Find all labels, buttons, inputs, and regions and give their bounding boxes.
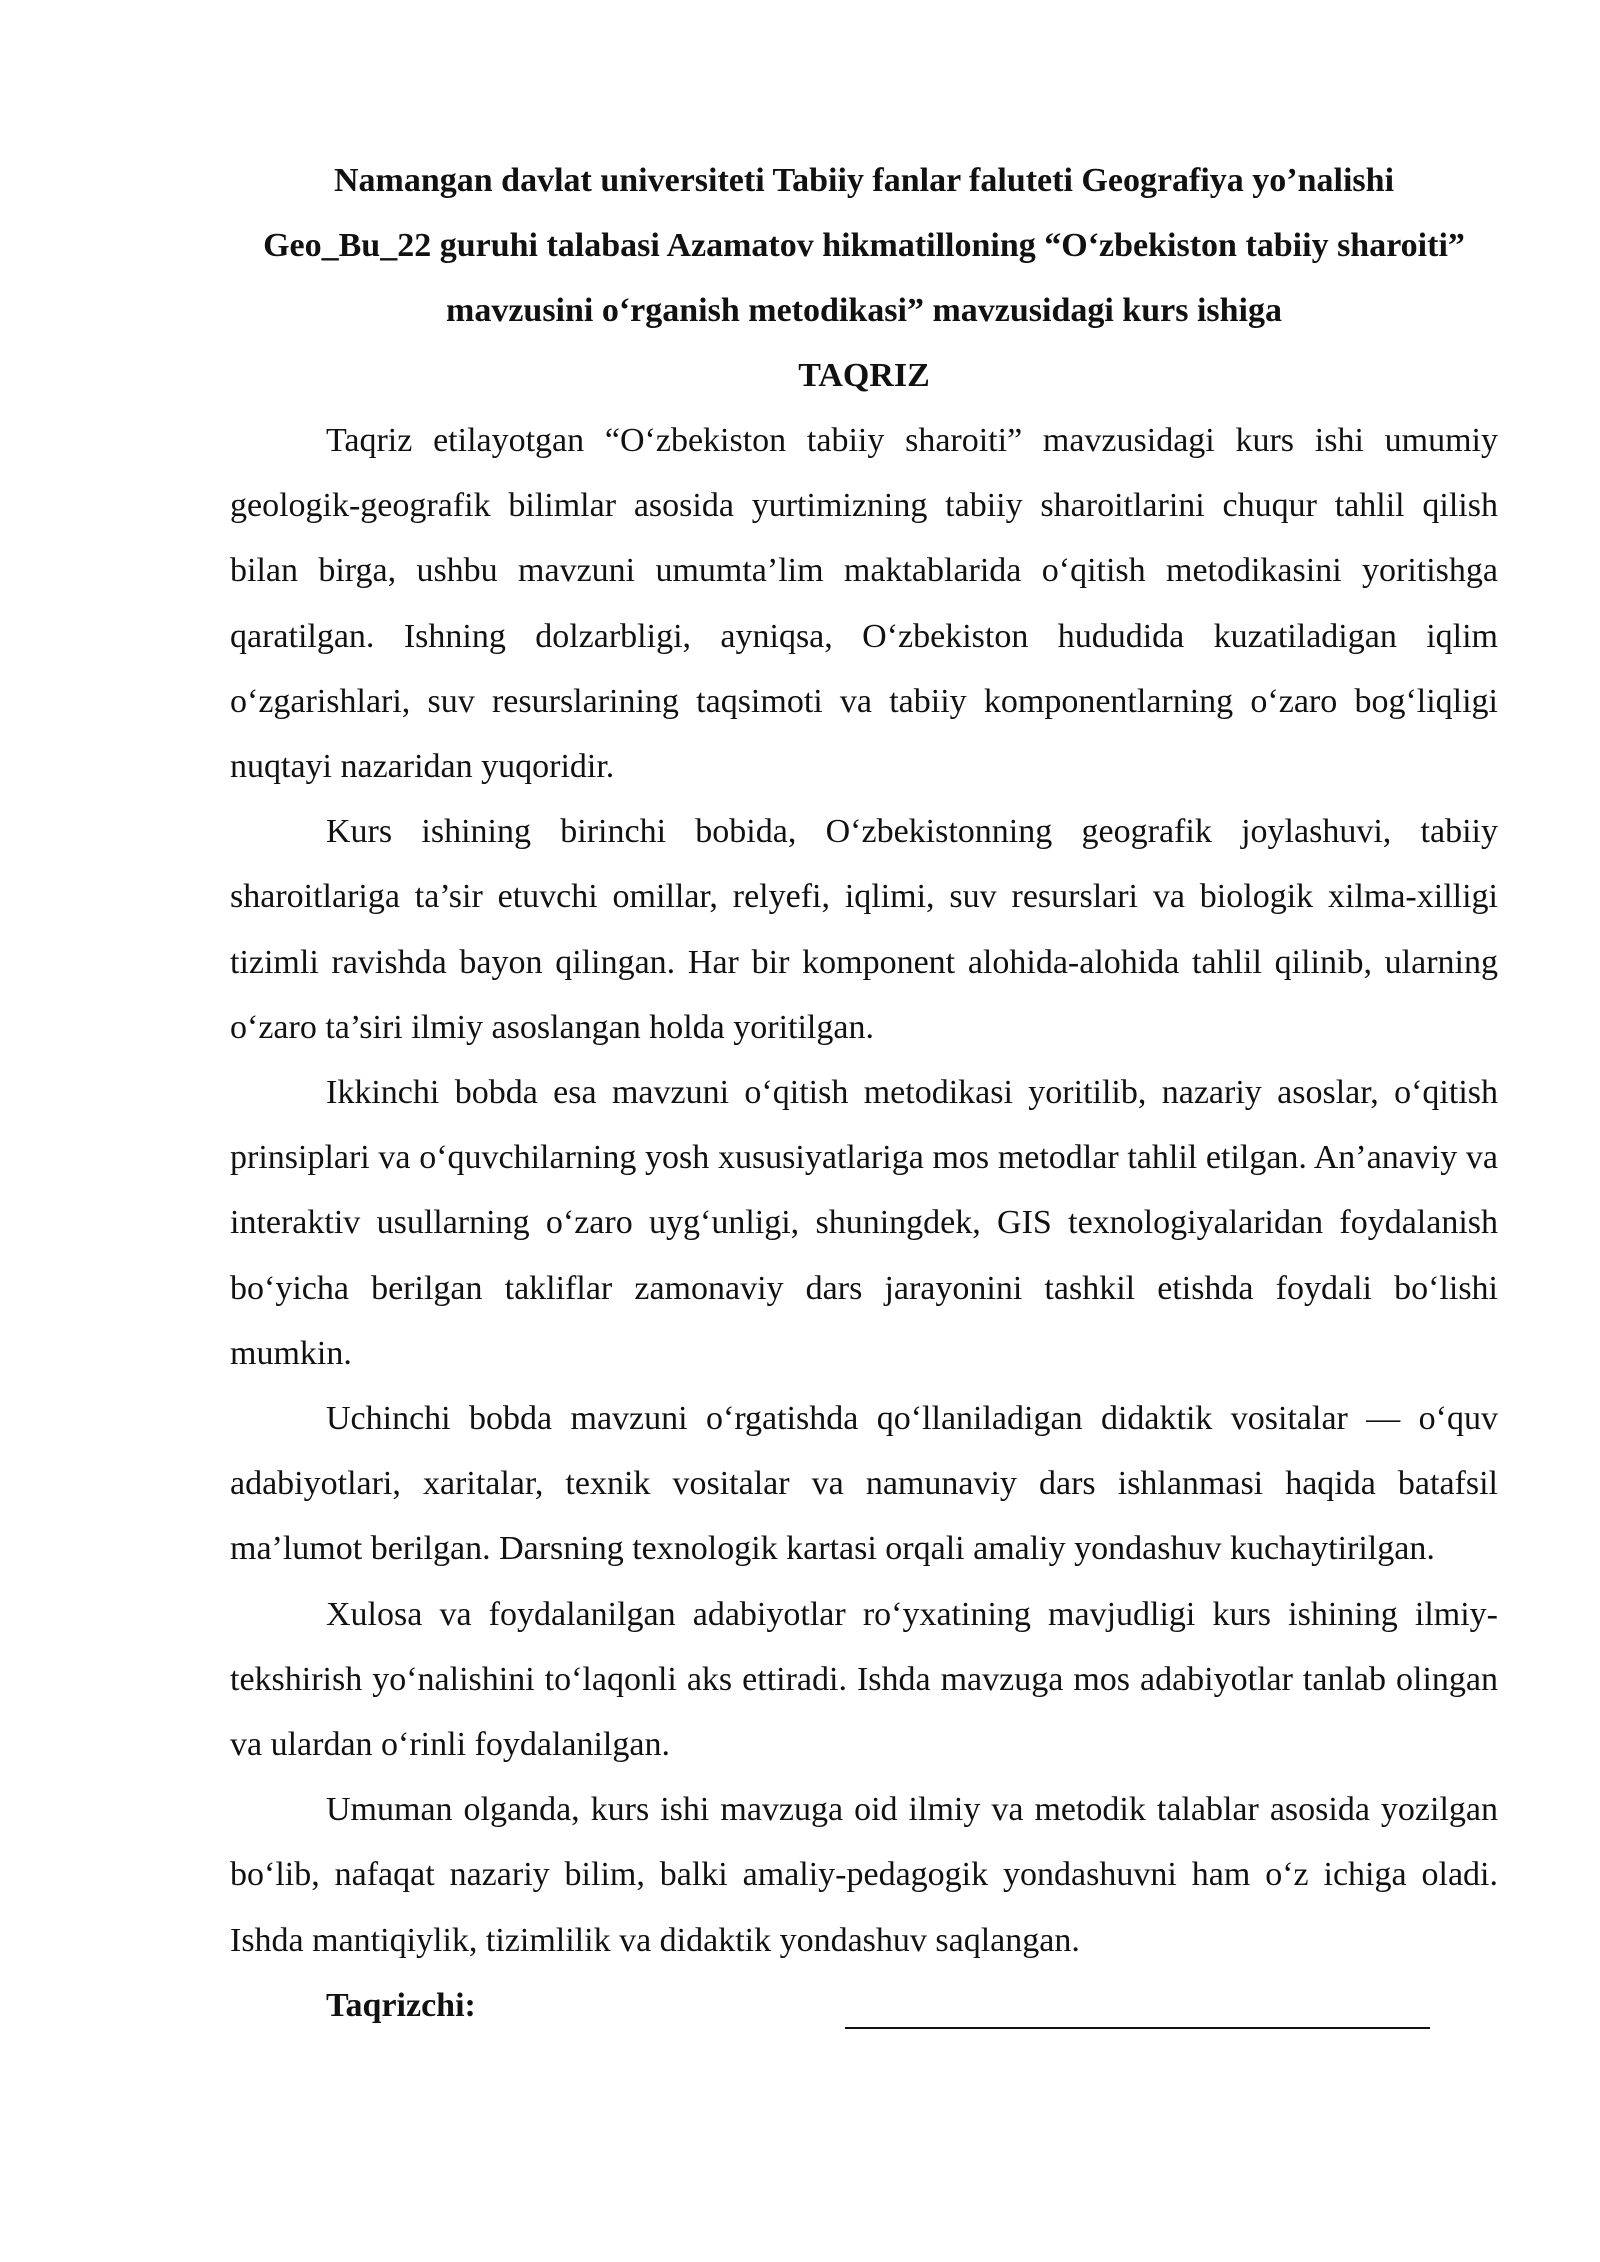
document-page	[230, 148, 1498, 2038]
paragraph-summary: Umuman olganda, kurs ishi mavzuga oid ilmiy va metodik talablar asosida yozilgan bo‘lib, nafaqat nazariy bilim, balki amaliy-pedagogik yondashuvni ham o‘z ichiga oladi. Ishda mantiqiylik, tizimlilik va didaktik yondashuv saqlangan.	[230, 1791, 1498, 1959]
signature-block	[230, 1973, 1498, 2038]
document-title: TAQRIZ	[798, 357, 930, 394]
signature-line	[845, 2027, 1430, 2029]
paragraph-chapter-one: Kurs ishining birinchi bobida, O‘zbekistonning geografik joylashuvi, tabiiy sharoitlariga ta’sir etuvchi omillar, relyefi, iqlimi, suv resurslari va biologik xilma-xilligi tizimli ravishda bayon qilingan. Har bir komponent alohida-alohida tahlil qilinib, ularning o‘zaro ta’siri ilmiy asoslangan holda yoritilgan.	[230, 813, 1498, 1046]
signature-label: Taqrizchi:	[326, 1986, 476, 2024]
paragraph-chapter-three: Uchinchi bobda mavzuni o‘rgatishda qo‘llaniladigan didaktik vositalar — o‘quv adabiyotlari, xaritalar, texnik vositalar va namunaviy dars ishlanmasi haqida batafsil ma’lumot berilgan. Darsning texnologik kartasi orqali amaliy yondashuv kuchaytirilgan.	[230, 1400, 1498, 1568]
paragraph-relevance: Taqriz etilayotgan “O‘zbekiston tabiiy sharoiti” mavzusidagi kurs ishi umumiy geologik-geografik bilimlar asosida yurtimizning tabiiy sharoitlarini chuqur tahlil qilish bilan birga, ushbu mavzuni umumta’lim maktablarida o‘qitish metodikasini yoritishga qaratilgan. Ishning dolzarbligi, ayniqsa, O‘zbekiston hududida kuzatiladigan iqlim o‘zgarishlari, suv resurslarining taqsimoti va tabiiy komponentlarning o‘zaro bog‘liqligi nuqtayi nazaridan yuqoridir.	[230, 422, 1498, 786]
document-heading: Namangan davlat universiteti Tabiiy fanlar faluteti Geografiya yo’nalishi Geo_Bu_22 guruhi talabasi Azamatov hikmatilloning “O‘zbekiston tabiiy sharoiti” mavzusini o‘rganish metodikasi” mavzusidagi kurs ishiga	[263, 162, 1465, 329]
paragraph-conclusion: Xulosa va foydalanilgan adabiyotlar ro‘yxatining mavjudligi kurs ishining ilmiy-tekshirish yo‘nalishini to‘laqonli aks ettiradi. Ishda mavzuga mos adabiyotlar tanlab olingan va ulardan o‘rinli foydalanilgan.	[230, 1595, 1498, 1764]
paragraph-chapter-two: Ikkinchi bobda esa mavzuni o‘qitish metodikasi yoritilib, nazariy asoslar, o‘qitish prinsiplari va o‘quvchilarning yosh xususiyatlariga mos metodlar tahlil etilgan. An’anaviy va interaktiv usullarning o‘zaro uyg‘unligi, shuningdek, GIS texnologiyalaridan foydalanish bo‘yicha berilgan takliflar zamonaviy dars jarayonini tashkil etishda foydali bo‘lishi mumkin.	[230, 1074, 1498, 1372]
